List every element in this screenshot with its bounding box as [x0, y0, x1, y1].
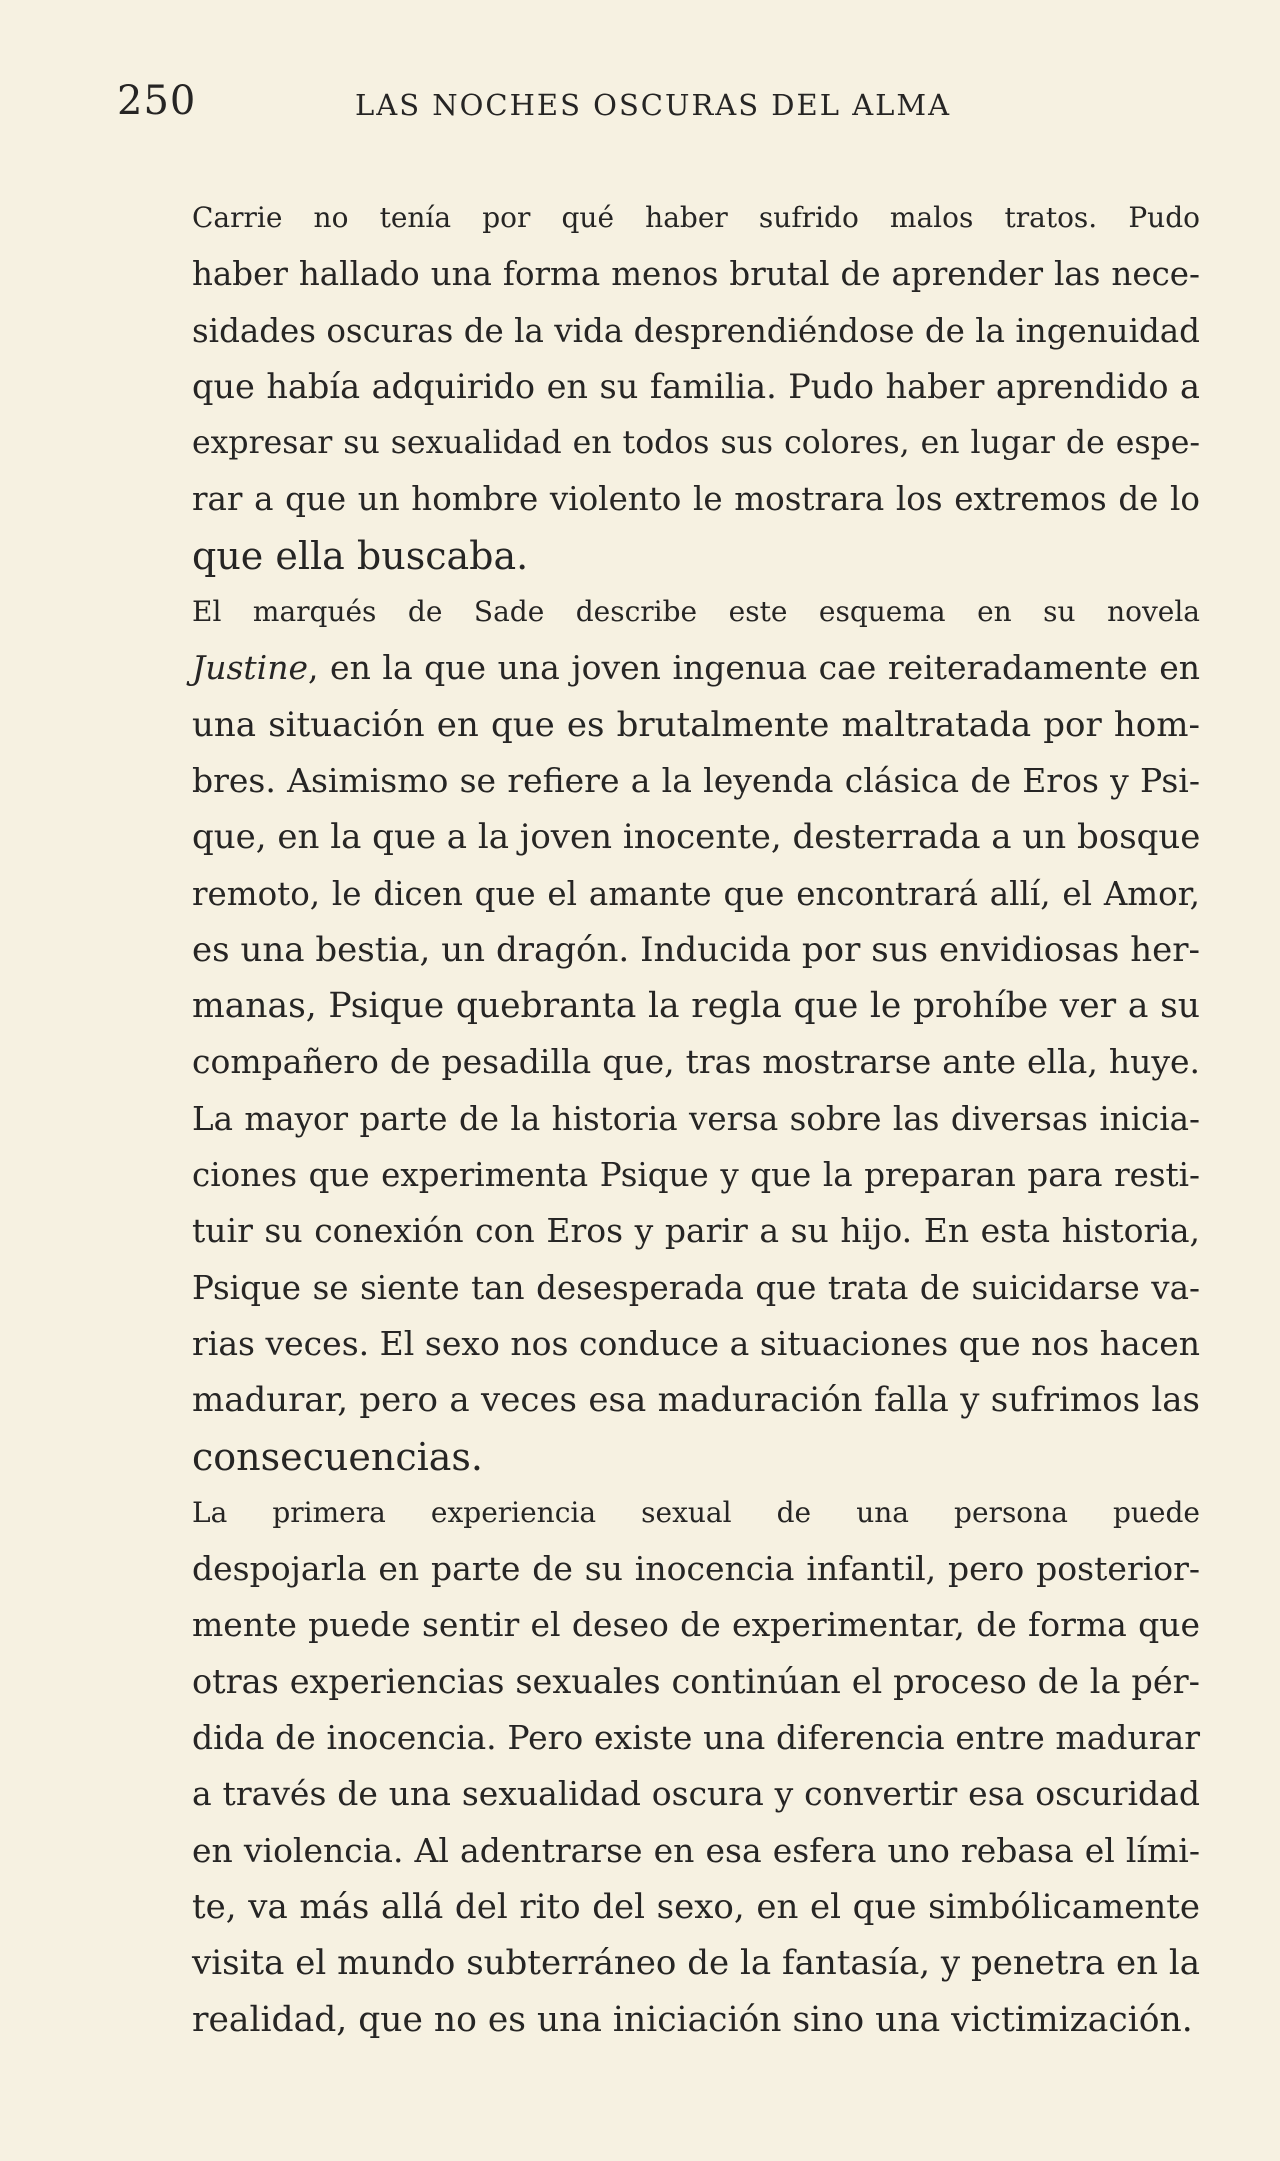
text-line: en violencia. Al adentrarse en esa esfera uno rebasa el lími-: [192, 1830, 1200, 1870]
text-line: expresar su sexualidad en todos sus colores, en lugar de espe-: [192, 425, 1200, 462]
text-line: tuir su conexión con Eros y parir a su hijo. En esta historia,: [192, 1211, 1200, 1251]
text-line: consecuencias.: [192, 1434, 484, 1479]
text-line: realidad, que no es una iniciación sino una victimización.: [192, 1999, 1193, 2040]
running-title: LAS NOCHES OSCURAS DEL ALMA: [355, 88, 952, 122]
text-line-rest: , en la que una joven ingenua cae reiteradamente en: [308, 648, 1200, 688]
text-line: que había adquirido en su familia. Pudo haber aprendido a: [192, 366, 1200, 406]
text-line: bres. Asimismo se refiere a la leyenda clásica de Eros y Psi-: [192, 760, 1200, 800]
text-line: Psique se siente tan desesperada que trata de suicidarse va-: [192, 1268, 1200, 1307]
text-line: visita el mundo subterráneo de la fantasía, y penetra en la: [192, 1943, 1200, 1984]
text-line: manas, Psique quebranta la regla que le prohíbe ver a su: [192, 986, 1200, 1027]
text-line: que, en la que a la joven inocente, desterrada a un bosque: [192, 817, 1201, 858]
text-line: es una bestia, un dragón. Inducida por sus envidiosas her-: [192, 929, 1200, 970]
text-line: madurar, pero a veces esa maduración falla y sufrimos las: [192, 1380, 1200, 1421]
text-line: La mayor parte de la historia versa sobre las diversas inicia-: [192, 1099, 1200, 1138]
text-line: El marqués de Sade describe este esquema en su novela: [192, 595, 1200, 629]
text-line: rar a que un hombre violento le mostrara los extremos de lo: [192, 480, 1200, 519]
text-line: sidades oscuras de la vida desprendiéndose de la ingenuidad: [192, 311, 1200, 350]
text-line: mente puede sentir el deseo de experimentar, de forma que: [192, 1605, 1200, 1645]
book-title: Justine: [192, 648, 309, 688]
text-line: rias veces. El sexo nos conduce a situaciones que nos hacen: [192, 1323, 1200, 1363]
text-line: te, va más allá del rito del sexo, en el que simbólicamente: [192, 1886, 1200, 1927]
text-line: remoto, le dicen que el amante que encontrará allí, el Amor,: [192, 874, 1200, 913]
text-line: dida de inocencia. Pero existe una diferencia entre madurar: [192, 1718, 1200, 1758]
text-line: haber hallado una forma menos brutal de aprender las nece-: [192, 255, 1200, 294]
body-text: [112, 190, 1200, 2048]
text-line: compañero de pesadilla que, tras mostrarse ante ella, huye.: [192, 1042, 1200, 1082]
text-line: una situación en que es brutalmente maltratada por hom-: [192, 704, 1200, 745]
text-line: Carrie no tenía por qué haber sufrido malos tratos. Pudo: [192, 201, 1200, 234]
text-line: La primera experiencia sexual de una persona puede: [192, 1495, 1200, 1529]
text-line: ciones que experimenta Psique y que la preparan para resti-: [192, 1156, 1200, 1195]
text-line: a través de una sexualidad oscura y convertir esa oscuridad: [192, 1774, 1200, 1814]
paragraph-3: [112, 1485, 1200, 2048]
text-line: otras experiencias sexuales continúan el proceso de la pér-: [192, 1661, 1200, 1701]
page-number: 250: [117, 78, 197, 124]
paragraph-1: [112, 190, 1200, 584]
text-line: [112, 640, 1200, 696]
paragraph-2: [112, 584, 1200, 1485]
page-header: [117, 78, 1197, 138]
text-line: despojarla en parte de su inocencia infantil, pero posterior-: [192, 1549, 1200, 1589]
text-line: que ella buscaba.: [192, 533, 529, 578]
